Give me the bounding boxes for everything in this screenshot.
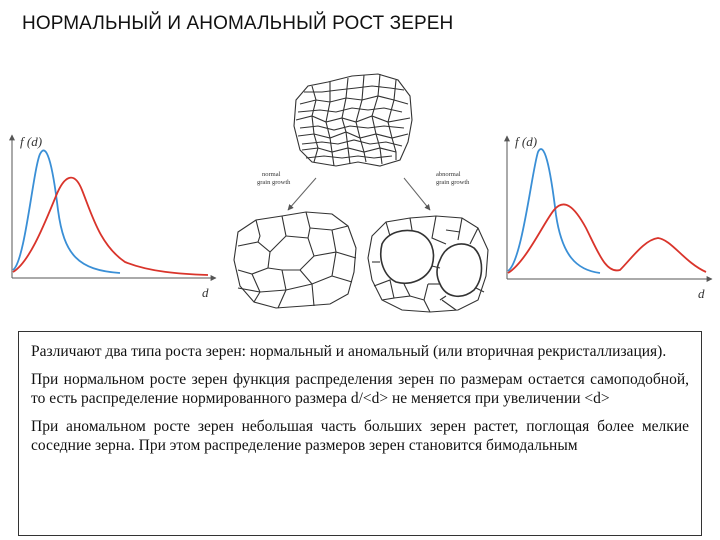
paragraph-abnormal-growth: При аномальном росте зерен небольшая часть больших зерен растет, поглощая более мелкие соседние зерна. При этом распределение размеров зерен становится бимодальным bbox=[31, 417, 689, 454]
left-x-label: d bbox=[202, 285, 209, 300]
normal-label-line1: normal bbox=[262, 171, 281, 178]
right-x-label: d bbox=[698, 286, 705, 301]
paragraph-normal-growth: При нормальном росте зерен функция распределения зерен по размерам остается самоподобной, то есть распределение нормированного размера d/<d> не меняется при увеличении <d> bbox=[31, 370, 689, 407]
page-title: НОРМАЛЬНЫЙ И АНОМАЛЬНЫЙ РОСТ ЗЕРЕН bbox=[22, 13, 454, 34]
right-red-curve bbox=[508, 204, 706, 273]
paragraph-types: Различают два типа роста зерен: нормальный и аномальный (или вторичная рекристаллизация). bbox=[31, 343, 667, 360]
normal-arrow bbox=[288, 178, 316, 210]
normal-growth-microstructure bbox=[234, 212, 356, 308]
initial-microstructure bbox=[294, 74, 412, 166]
abnormal-label-line1: abnormal bbox=[436, 171, 461, 178]
right-y-label: f (d) bbox=[515, 134, 538, 149]
normal-label-line2: grain growth bbox=[257, 179, 291, 186]
left-y-label: f (d) bbox=[20, 134, 43, 149]
left-red-curve bbox=[13, 178, 208, 275]
left-plot bbox=[12, 134, 216, 300]
abnormal-growth-microstructure bbox=[368, 216, 488, 312]
description-box bbox=[18, 331, 702, 536]
abnormal-arrow bbox=[404, 178, 430, 210]
right-plot bbox=[507, 134, 712, 301]
abnormal-label-line2: grain growth bbox=[436, 179, 470, 186]
